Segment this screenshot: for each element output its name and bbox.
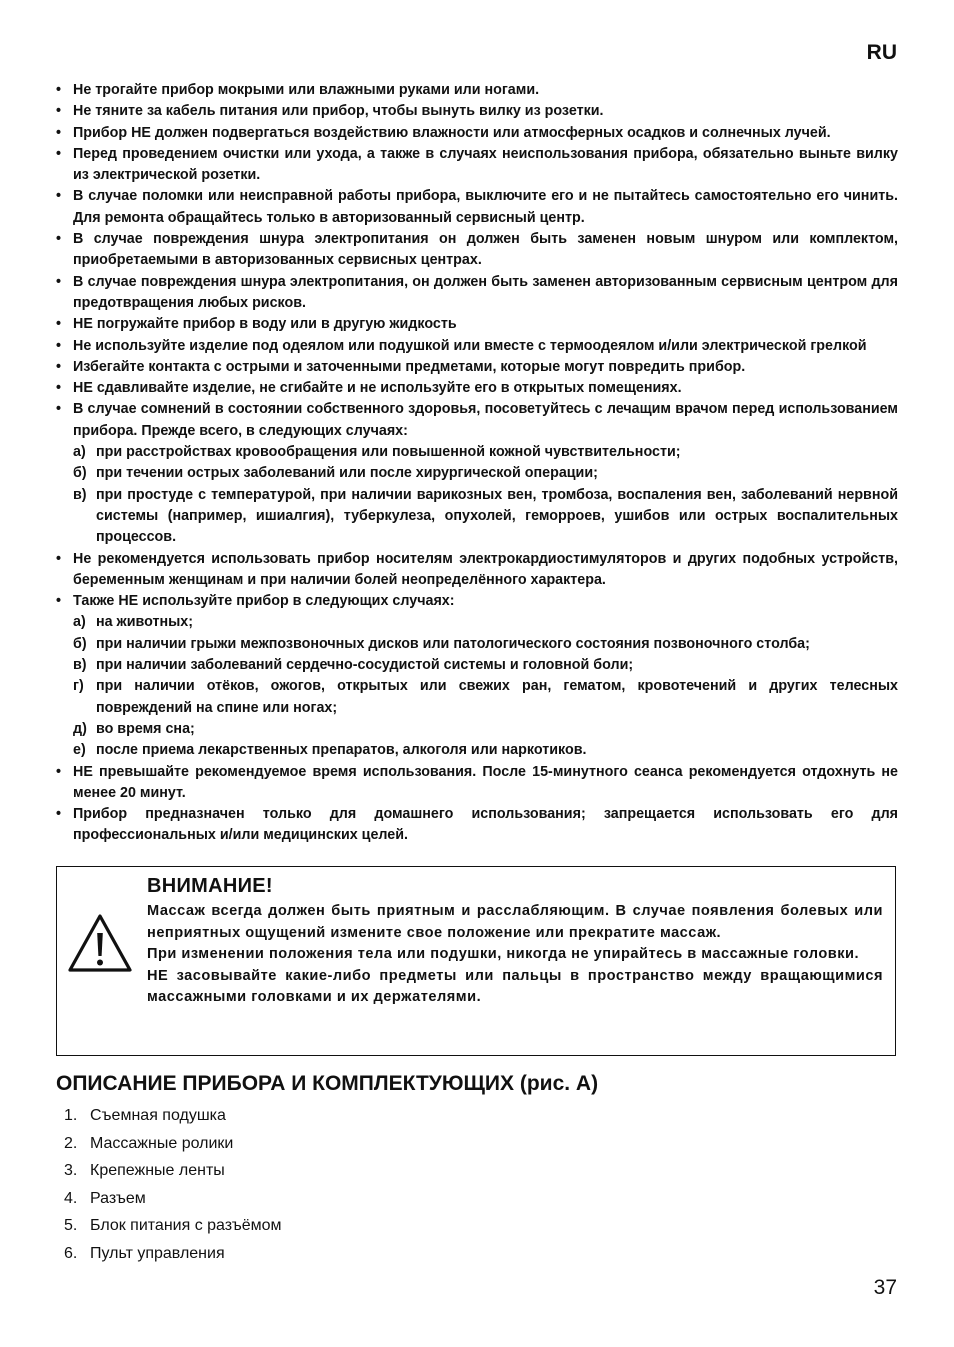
- component-name: Крепежные ленты: [90, 1162, 225, 1180]
- sub-list: [73, 612, 898, 761]
- sub-item-marker: в): [73, 657, 87, 674]
- component-item: [64, 1214, 282, 1242]
- warning-triangle-icon: [67, 913, 133, 973]
- component-name: Блок питания с разъёмом: [90, 1217, 282, 1235]
- sub-item-text: при расстройствах кровообращения или повышенной кожной чувствительности;: [96, 444, 681, 461]
- component-item: [64, 1159, 282, 1187]
- sub-item-marker: в): [73, 486, 87, 503]
- page-number: 37: [873, 1276, 897, 1299]
- bullet-text: Не рекомендуется использовать прибор носителям электрокардиостимуляторов и других подобных устройств, беременным женщинам и при наличии болей неопределённого характера.: [73, 550, 898, 588]
- sub-item-marker: а): [73, 444, 86, 461]
- safety-bullet-item: [56, 144, 898, 187]
- sub-list-item: [73, 676, 898, 719]
- sub-item-text: при наличии заболеваний сердечно-сосудистой системы и головной боли;: [96, 657, 634, 674]
- component-number: 5.: [64, 1217, 78, 1235]
- safety-bullet-item: [56, 123, 898, 144]
- sub-item-marker: г): [73, 678, 84, 695]
- bullet-text: В случае повреждения шнура электропитания, он должен быть заменен авторизованным сервисным центром для предотвращения любых рисков.: [73, 273, 898, 311]
- bullet-text: Не используйте изделие под одеялом или подушкой или вместе с термоодеялом и/или электрической грелкой: [73, 337, 867, 354]
- safety-bullet-item: [56, 378, 898, 399]
- bullet-text: В случае повреждения шнура электропитания он должен быть заменен новым шнуром или комплектом, приобретаемыми в авторизованных сервисных центрах.: [73, 231, 898, 269]
- sub-item-marker: б): [73, 465, 87, 482]
- warning-paragraph-2: При изменении положения тела или подушки, никогда не упирайтесь в массажные головки.: [147, 946, 860, 962]
- bullet-text: В случае поломки или неисправной работы прибора, выключите его и не пытайтесь самостоятельно его чинить. Для ремонта обращайтесь только в авторизованный сервисный центр.: [73, 188, 898, 226]
- bullet-text: Прибор НЕ должен подвергаться воздействию влажности или атмосферных осадков и солнечных лучей.: [73, 124, 831, 141]
- component-number: 2.: [64, 1134, 78, 1152]
- safety-bullet-item: [56, 591, 898, 761]
- bullet-text: Прибор предназначен только для домашнего использования; запрещается использовать его для профессиональных и/или медицинских целей.: [73, 806, 898, 844]
- component-name: Пульт управления: [90, 1244, 225, 1262]
- component-item: [64, 1242, 282, 1270]
- safety-bullet-item: [56, 549, 898, 592]
- bullet-text: НЕ сдавливайте изделие, не сгибайте и не используйте его в открытых помещениях.: [73, 380, 682, 397]
- sub-item-text: при простуде с температурой, при наличии варикозных вен, тромбоза, воспаления вен, заболеваний нервной системы (например, ишиалгия), туберкулеза, опухолей, геморроев, ушибов или острых воспалительных процессов.: [96, 486, 898, 546]
- safety-bullet-item: [56, 336, 898, 357]
- components-list: [64, 1104, 282, 1270]
- component-item: [64, 1187, 282, 1215]
- component-name: Массажные ролики: [90, 1134, 234, 1152]
- component-number: 3.: [64, 1162, 78, 1180]
- component-item: [64, 1132, 282, 1160]
- sub-list-item: [73, 634, 898, 655]
- sub-item-marker: д): [73, 720, 87, 737]
- sub-item-text: при наличии грыжи межпозвоночных дисков или патологического состояния позвоночного столба;: [96, 635, 810, 652]
- safety-bullet-item: [56, 762, 898, 805]
- safety-bullet-item: [56, 314, 898, 335]
- safety-bullet-item: [56, 186, 898, 229]
- sub-list-item: [73, 719, 898, 740]
- sub-list: [73, 442, 898, 548]
- sub-list-item: [73, 463, 898, 484]
- sub-list-item: [73, 485, 898, 549]
- warning-paragraph-1: Массаж всегда должен быть приятным и расслабляющим. В случае появления болевых или неприятных ощущений измените свое положение или прекратите массаж.: [147, 903, 883, 941]
- safety-bullet-item: [56, 272, 898, 315]
- sub-list-item: [73, 612, 898, 633]
- bullet-text: НЕ погружайте прибор в воду или в другую жидкость: [73, 316, 457, 333]
- component-number: 6.: [64, 1244, 78, 1262]
- bullet-text: Избегайте контакта с острыми и заточенными предметами, которые могут повредить прибор.: [73, 358, 746, 375]
- warning-text: [147, 901, 883, 1009]
- bullet-text: Не тяните за кабель питания или прибор, чтобы вынуть вилку из розетки.: [73, 103, 604, 120]
- safety-bullet-item: [56, 357, 898, 378]
- warning-box: [56, 866, 896, 1056]
- safety-bullet-item: [56, 80, 898, 101]
- warning-paragraph-3: НЕ засовывайте какие-либо предметы или пальцы в пространство между вращающимися массажными головками и их держателями.: [147, 967, 883, 1005]
- sub-item-text: при течении острых заболеваний или после хирургической операции;: [96, 465, 598, 482]
- safety-bullet-item: [56, 804, 898, 847]
- sub-item-text: во время сна;: [96, 720, 195, 737]
- bullet-text: Также НЕ используйте прибор в следующих случаях:: [73, 593, 455, 610]
- bullet-text: Не трогайте прибор мокрыми или влажными руками или ногами.: [73, 82, 540, 98]
- component-name: Разъем: [90, 1189, 146, 1207]
- bullet-text: Перед проведением очистки или ухода, а также в случаях неиспользования прибора, обязательно выньте вилку из электрической розетки.: [73, 145, 898, 184]
- sub-list-item: [73, 740, 898, 761]
- sub-list-item: [73, 655, 898, 676]
- component-item: [64, 1104, 282, 1132]
- safety-bullet-item: [56, 399, 898, 548]
- component-number: 1.: [64, 1107, 78, 1124]
- sub-item-text: после приема лекарственных препаратов, алкоголя или наркотиков.: [96, 742, 587, 759]
- safety-instructions: [56, 80, 898, 847]
- sub-list-item: [73, 442, 898, 463]
- component-number: 4.: [64, 1189, 78, 1207]
- safety-bullet-item: [56, 229, 898, 272]
- safety-bullet-item: [56, 101, 898, 122]
- language-code: RU: [866, 41, 897, 64]
- component-name: Съемная подушка: [90, 1107, 226, 1124]
- bullet-text: В случае сомнений в состоянии собственного здоровья, посоветуйтесь с лечащим врачом перед использованием прибора. Прежде всего, в следующих случаях:: [73, 401, 898, 439]
- sub-item-marker: а): [73, 614, 86, 631]
- warning-title: ВНИМАНИЕ!: [147, 875, 273, 897]
- sub-item-text: при наличии отёков, ожогов, открытых или свежих ран, гематом, кровотечений и других телесных повреждений на спине или ногах;: [96, 678, 898, 716]
- description-heading: ОПИСАНИЕ ПРИБОРА И КОМПЛЕКТУЮЩИХ (рис. А): [56, 1072, 599, 1095]
- sub-item-text: на животных;: [96, 614, 194, 631]
- bullet-text: НЕ превышайте рекомендуемое время использования. После 15-минутного сеанса рекомендуется отдохнуть не менее 20 минут.: [73, 763, 898, 801]
- sub-item-marker: б): [73, 635, 87, 652]
- sub-item-marker: е): [73, 742, 86, 759]
- safety-bullet-list: [56, 80, 898, 847]
